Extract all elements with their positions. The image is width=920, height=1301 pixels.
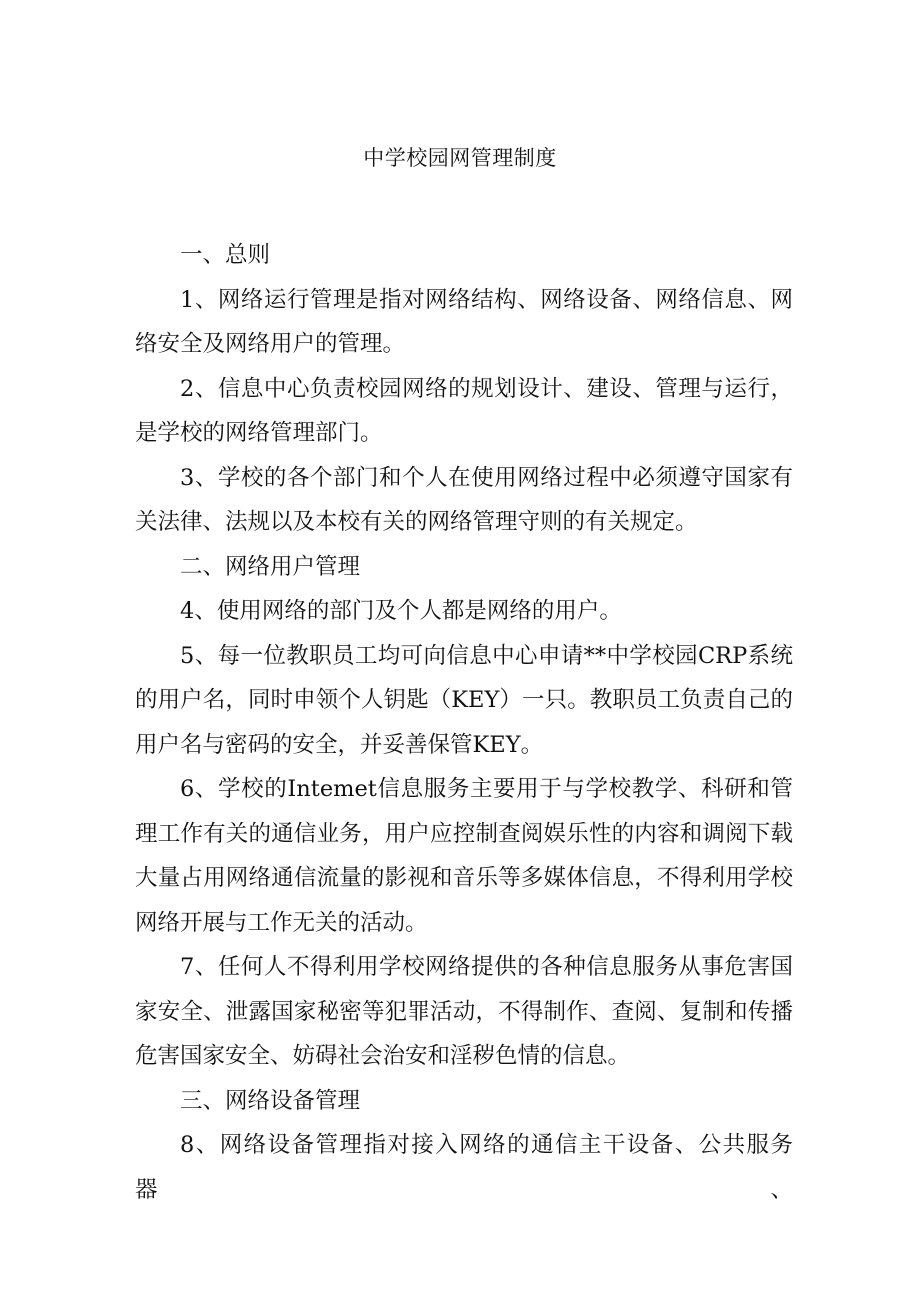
paragraph-7: 7、任何人不得利用学校网络提供的各种信息服务从事危害国家安全、泄露国家秘密等犯罪活动，不得制作、查阅、复制和传播危害国家安全、妨碍社会治安和淫秽色情的信息。 [135,954,793,1069]
paragraph-4: 4、使用网络的部门及个人都是网络的用户。 [180,598,622,624]
paragraph-5: 5、每一位教职员工均可向信息中心申请**中学校园CRP系统的用户名，同时申领个人钥匙（KEY）一只。教职员工负责自己的用户名与密码的安全，并妥善保管KEY。 [135,642,793,758]
document-body [135,233,793,1212]
paragraph-1: 1、网络运行管理是指对网络结构、网络设备、网络信息、网络安全及网络用户的管理。 [135,286,793,357]
section-heading-device-management: 三、网络设备管理 [180,1087,361,1114]
paragraph-2: 2、信息中心负责校园网络的规划设计、建设、管理与运行，是学校的网络管理部门。 [135,375,793,446]
paragraph-3: 3、学校的各个部门和个人在使用网络过程中必须遵守国家有关法律、法规以及本校有关的网络管理守则的有关规定。 [135,464,793,535]
paragraph-6: 6、学校的Intemet信息服务主要用于与学校教学、科研和管理工作有关的通信业务，用户应控制查阅娱乐性的内容和调阅下载大量占用网络通信流量的影视和音乐等多媒体信息，不得利用学校网络开展与工作无关的活动。 [135,776,793,936]
paragraph-8: 8、网络设备管理指对接入网络的通信主干设备、公共服务器、 [135,1132,793,1203]
section-heading-user-management: 二、网络用户管理 [180,553,361,580]
section-heading-general: 一、总则 [180,242,271,268]
document-title: 中学校园网管理制度 [363,146,557,170]
